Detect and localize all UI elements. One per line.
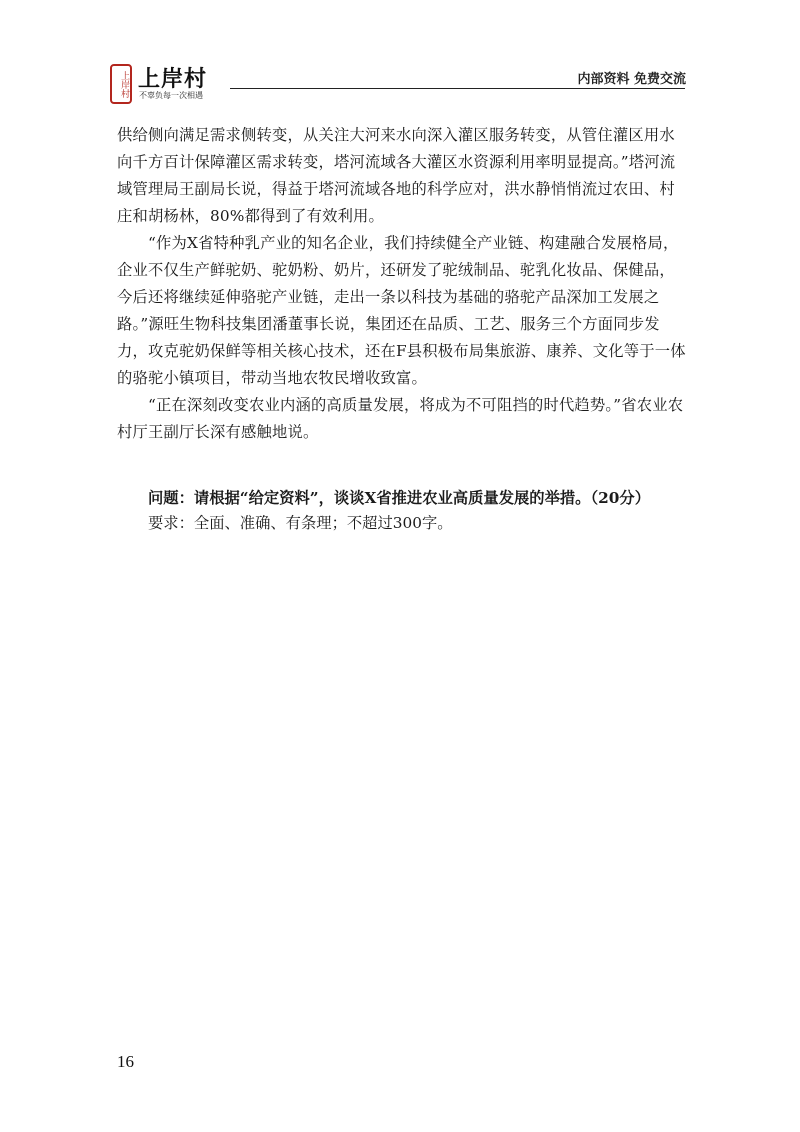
header-rule bbox=[230, 88, 685, 89]
paragraph-2: “作为X省特种乳产业的知名企业，我们持续健全产业链、构建融合发展格局，企业不仅生产鲜驼奶、驼奶粉、奶片，还研发了驼绒制品、驼乳化妆品、保健品，今后还将继续延伸骆驼产业链，走出一条以科技为基础的骆驼产品深加工发展之路。”源旺生物科技集团潘董事长说，集团还在品质、工艺、服务三个方面同步发力，攻克驼奶保鲜等相关核心技术，还在F县积极布局集旅游、康养、文化等于一体的骆驼小镇项目，带动当地农牧民增收致富。 bbox=[117, 234, 686, 387]
question-block bbox=[117, 486, 697, 536]
question-requirement: 要求：全面、准确、有条理；不超过300字。 bbox=[148, 514, 453, 532]
paragraph-3: “正在深刻改变农业内涵的高质量发展，将成为不可阻挡的时代趋势。”省农业农村厅王副厅长深有感触地说。 bbox=[117, 396, 684, 441]
paragraph-1: 供给侧向满足需求侧转变，从关注大河来水向深入灌区服务转变，从管住灌区用水向千方百计保障灌区需求转变，塔河流域各大灌区水资源利用率明显提高。”塔河流域管理局王副局长说，得益于塔河流域各地的科学应对，洪水静悄悄流过农田、村庄和胡杨林，80%都得到了有效利用。 bbox=[117, 126, 676, 225]
page-number: 16 bbox=[117, 1052, 134, 1071]
page-header bbox=[110, 62, 688, 106]
question-title: 问题：请根据“给定资料”，谈谈X省推进农业高质量发展的举措。（20分） bbox=[148, 489, 651, 507]
logo-name: 上岸村 bbox=[138, 67, 208, 92]
logo-slogan: 不辜负每一次相遇 bbox=[139, 91, 203, 100]
header-right-text: 内部资料 免费交流 bbox=[577, 72, 686, 87]
body-text bbox=[117, 122, 689, 446]
logo-seal: 上岸村 bbox=[110, 64, 132, 104]
